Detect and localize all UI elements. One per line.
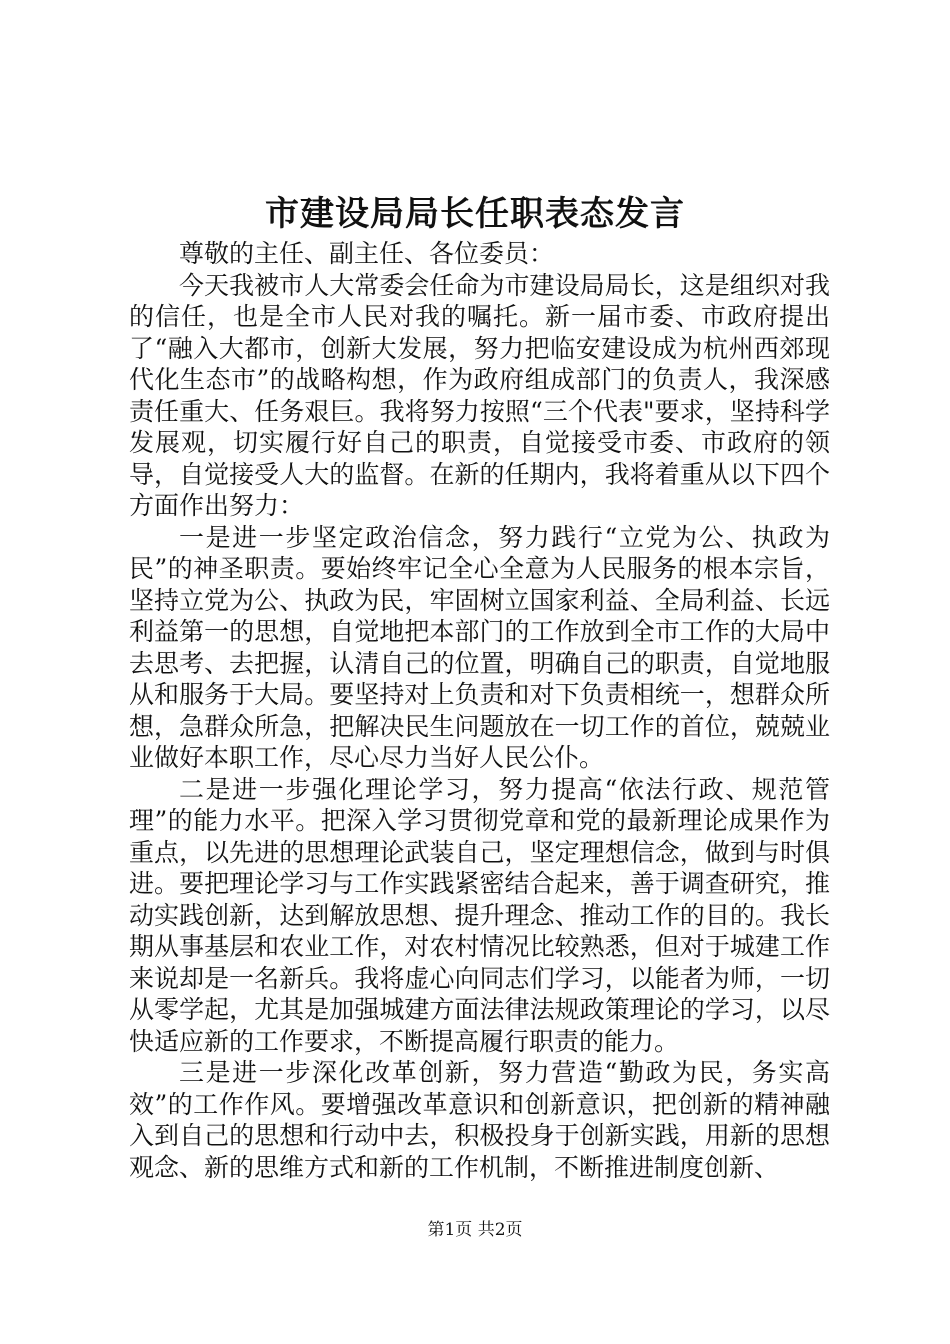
page-footer: 第1页 共2页 <box>427 1220 523 1240</box>
page-title: 市建设局局长任职表态发言 <box>265 194 685 234</box>
document-body <box>129 238 830 1183</box>
salutation-paragraph: 尊敬的主任、副主任、各位委员： <box>179 239 555 268</box>
intro-paragraph: 今天我被市人大常委会任命为市建设局局长，这是组织对我的信任，也是全市人民对我的嘱托。新一届市委、市政府提出了“融入大都市，创新大发展，努力把临安建设成为杭州西郊现代化生态市”的战略构想，作为政府组成部门的负责人，我深感责任重大、任务艰巨。我将努力按照“三个代表"要求，坚持科学发展观，切实履行好自己的职责，自觉接受市委、市政府的领导，自觉接受人大的监督。在新的任期内，我将着重从以下四个方面作出努力： <box>129 270 830 520</box>
point-one-paragraph: 一是进一步坚定政治信念，努力践行“立党为公、执政为民”的神圣职责。要始终牢记全心全意为人民服务的根本宗旨，坚持立党为公、执政为民，牢固树立国家利益、全局利益、长远利益第一的思想，自觉地把本部门的工作放到全市工作的大局中去思考、去把握，认清自己的位置，明确自己的职责，自觉地服从和服务于大局。要坚持对上负责和对下负责相统一，想群众所想，急群众所急，把解决民生问题放在一切工作的首位，兢兢业业做好本职工作，尽心尽力当好人民公仆。 <box>129 522 830 772</box>
point-three-paragraph: 三是进一步深化改革创新，努力营造“勤政为民，务实高效”的工作作风。要增强改革意识和创新意识，把创新的精神融入到自己的思想和行动中去，积极投身于创新实践，用新的思想观念、新的思维方式和新的工作机制，不断推进制度创新、 <box>129 1058 830 1182</box>
point-two-paragraph: 二是进一步强化理论学习，努力提高“依法行政、规范管理”的能力水平。把深入学习贯彻党章和党的最新理论成果作为重点，以先进的思想理论武装自己，坚定理想信念，做到与时俱进。要把理论学习与工作实践紧密结合起来，善于调查研究，推动实践创新，达到解放思想、提升理念、推动工作的目的。我长期从事基层和农业工作，对农村情况比较熟悉，但对于城建工作来说却是一名新兵。我将虚心向同志们学习，以能者为师，一切从零学起，尤其是加强城建方面法律法规政策理论的学习，以尽快适应新的工作要求，不断提高履行职责的能力。 <box>129 774 830 1056</box>
